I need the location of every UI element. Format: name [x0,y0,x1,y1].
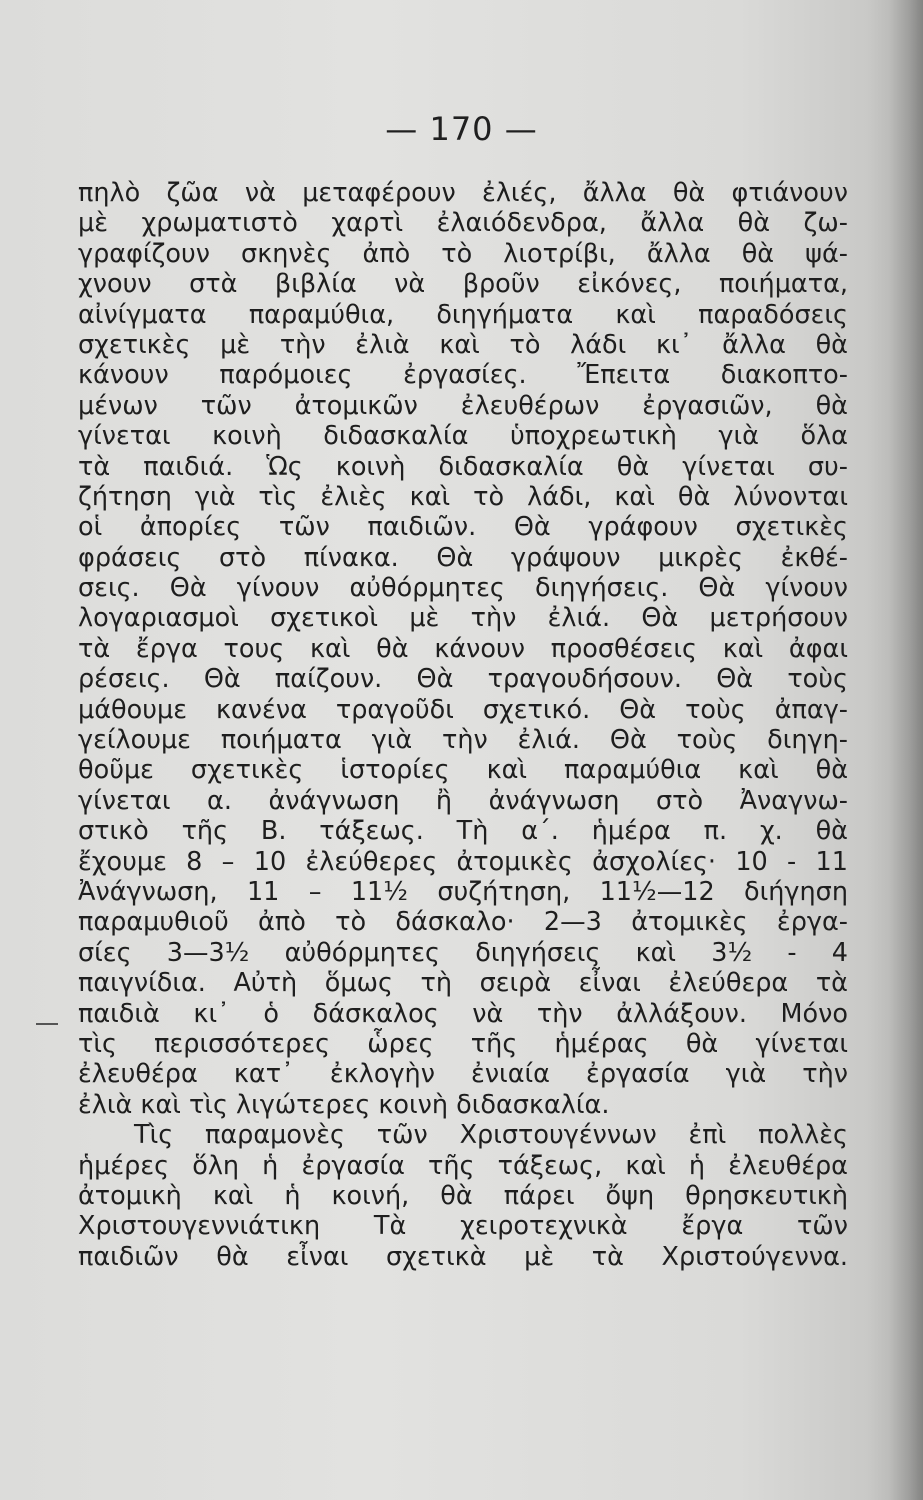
body-text [78,178,848,1272]
text-line: αἰνίγματα παραμύθια, διηγήματα καὶ παραδόσεις [78,299,848,330]
text-line: ἐλευθέρα κατ᾽ ἐκλογὴν ἐνιαία ἐργασία γιὰ τὴν [78,1059,848,1090]
text-line: ρέσεις. Θὰ παίζουν. Θὰ τραγουδήσουν. Θὰ τοὺς [78,664,848,695]
margin-mark [36,1023,58,1025]
text-line: παιδιὰ κι᾽ ὁ δάσκαλος νὰ τὴν ἀλλάξουν. Μόνο [78,998,848,1029]
text-line: σχετικὲς μὲ τὴν ἐλιὰ καὶ τὸ λάδι κι᾽ ἄλλα θὰ [78,329,848,360]
text-line: παραμυθιοῦ ἀπὸ τὸ δάσκαλο· 2—3 ἀτομικὲς ἐργα- [78,907,848,938]
text-line: τὰ ἔργα τους καὶ θὰ κάνουν προσθέσεις καὶ ἀφαι [78,633,848,664]
text-line: ζήτηση γιὰ τὶς ἐλιὲς καὶ τὸ λάδι, καὶ θὰ λύνονται [78,481,848,512]
text-line: γείλουμε ποιήματα γιὰ τὴν ἐλιά. Θὰ τοὺς διηγη- [78,725,848,756]
text-line: πηλὸ ζῶα νὰ μεταφέρουν ἐλιές, ἄλλα θὰ φτιάνουν [78,178,848,208]
text-line: τὶς περισσότερες ὧρες τῆς ἡμέρας θὰ γίνεται [78,1028,848,1059]
text-line: παιδιῶν θὰ εἶναι σχετικὰ μὲ τὰ Χριστούγεννα. [78,1241,848,1272]
text-line: μάθουμε κανένα τραγοῦδι σχετικό. Θὰ τοὺς ἀπαγ- [78,694,848,725]
binding-shadow [889,0,923,1500]
text-line: λογαριασμοὶ σχετικοὶ μὲ τὴν ἐλιά. Θὰ μετρήσουν [78,603,848,634]
text-line: γίνεται κοινὴ διδασκαλία ὑποχρεωτικὴ γιὰ ὅλα [78,421,848,452]
text-line: θοῦμε σχετικὲς ἱστορίες καὶ παραμύθια καὶ θὰ [78,755,848,786]
text-line: γραφίζουν σκηνὲς ἀπὸ τὸ λιοτρίβι, ἄλλα θὰ ψά- [78,238,848,269]
text-line: ἔχουμε 8 – 10 ἐλεύθερες ἀτομικὲς ἀσχολίες· 10 - 11 [78,846,848,877]
text-line: ἡμέρες ὅλη ἡ ἐργασία τῆς τάξεως, καὶ ἡ ἐλευθέρα [78,1150,848,1181]
text-line: μένων τῶν ἀτομικῶν ἐλευθέρων ἐργασιῶν, θὰ [78,390,848,421]
page-number: — 170 — [385,110,538,148]
text-line: οἱ ἀπορίες τῶν παιδιῶν. Θὰ γράφουν σχετικὲς [78,512,848,543]
text-line: στικὸ τῆς Β. τάξεως. Τὴ α΄. ἡμέρα π. χ. θὰ [78,816,848,847]
text-line: Ἀνάγνωση, 11 – 11½ συζήτηση, 11½—12 διήγηση [78,876,848,907]
text-line: Τὶς παραμονὲς τῶν Χριστουγέννων ἐπὶ πολλὲς [134,1120,848,1151]
text-line: χνουν στὰ βιβλία νὰ βροῦν εἰκόνες, ποιήματα, [78,269,848,300]
text-line: ἐλιὰ καὶ τὶς λιγώτερες κοινὴ διδασκαλία. [78,1089,610,1120]
text-line: Χριστουγεννιάτικη Τὰ χειροτεχνικὰ ἔργα τῶν [78,1211,848,1242]
text-line: σίες 3—3½ αὐθόρμητες διηγήσεις καὶ 3½ - 4 [78,937,848,968]
text-line: παιγνίδια. Αὐτὴ ὅμως τὴ σειρὰ εἶναι ἐλεύθερα τὰ [78,968,848,999]
text-line: μὲ χρωματιστὸ χαρτὶ ἐλαιόδενδρα, ἄλλα θὰ ζω- [78,208,848,239]
text-line: γίνεται α. ἀνάγνωση ἢ ἀνάγνωση στὸ Ἀναγνω- [78,785,848,816]
text-line: σεις. Θὰ γίνουν αὐθόρμητες διηγήσεις. Θὰ γίνουν [78,573,848,604]
text-line: ἀτομικὴ καὶ ἡ κοινή, θὰ πάρει ὄψη θρησκευτικὴ [78,1180,848,1211]
text-line: κάνουν παρόμοιες ἐργασίες. Ἔπειτα διακοπτο- [78,360,848,391]
text-line: τὰ παιδιά. Ὡς κοινὴ διδασκαλία θὰ γίνεται συ- [78,451,848,482]
text-line: φράσεις στὸ πίνακα. Θὰ γράψουν μικρὲς ἐκθέ- [78,542,848,573]
